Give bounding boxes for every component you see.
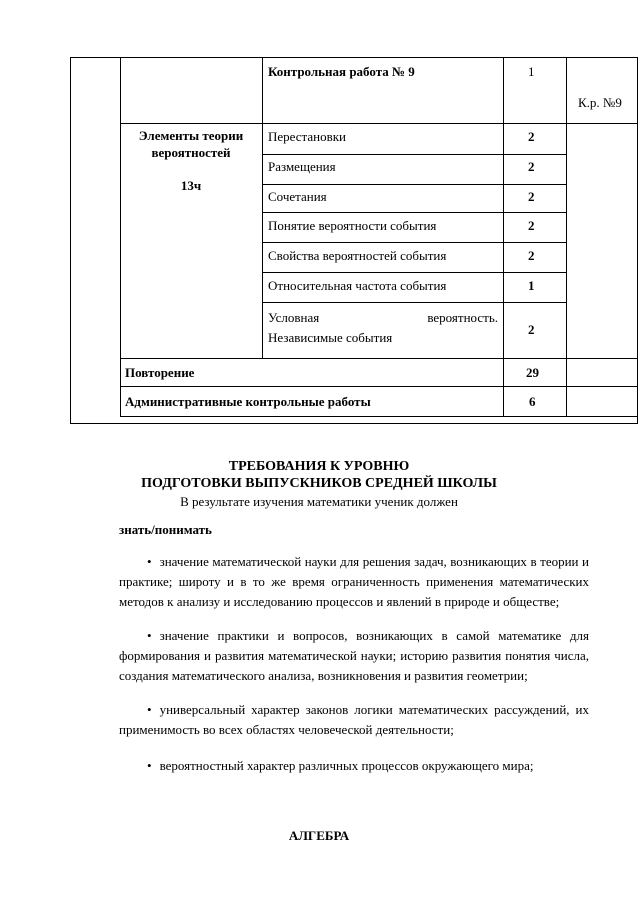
admin-hours: 6 (529, 394, 536, 409)
topic-row: Сочетания (268, 189, 327, 204)
repeat-label: Повторение (125, 365, 195, 380)
section-name-line2: вероятностей (151, 145, 231, 160)
topic-row-line1-a: Условная (268, 310, 320, 325)
topic-row-line2: Независимые события (268, 330, 393, 345)
hours-row: 2 (528, 218, 535, 233)
requirements-title-line1: ТРЕБОВАНИЯ К УРОВНЮ (228, 459, 410, 474)
topic-row: Понятие вероятности события (268, 218, 437, 233)
topic-row-conditional (268, 309, 498, 346)
requirement-item: • значение математической науки для решения задач, возникающих в теории и практике; широту и в то же время ограниченность применения математических методов к анализу и исследованию процессов и явлений в природе и обществе; (119, 552, 589, 612)
hours-row: 2 (528, 129, 535, 144)
requirement-item: • вероятностный характер различных процессов окружающего мира; (119, 756, 589, 776)
hours-row: 2 (528, 189, 535, 204)
know-understand-heading: знать/понимать (119, 522, 212, 537)
topic-row: Свойства вероятностей события (268, 248, 447, 263)
hours-row: 2 (528, 248, 535, 263)
requirement-item: • значение практики и вопросов, возникающих в самой математике для формирования и развития математической науки; историю развития понятия числа, создания математического анализа, возникновения и развития геометрии; (119, 626, 589, 686)
note-control-work-9: К.р. №9 (578, 95, 622, 110)
topic-row: Размещения (268, 159, 336, 174)
section-hours-total: 13ч (180, 178, 202, 193)
requirement-item: • универсальный характер законов логики математических рассуждений, их применимость во всех областях человеческой деятельности; (119, 700, 589, 740)
section-name (121, 127, 261, 194)
repeat-hours: 29 (526, 365, 539, 380)
hours-control-work-9: 1 (528, 64, 535, 79)
topic-control-work-9: Контрольная работа № 9 (268, 64, 415, 79)
requirements-intro: В результате изучения математики ученик должен (180, 494, 458, 509)
hours-row: 2 (528, 159, 535, 174)
requirements-title-line2: ПОДГОТОВКИ ВЫПУСКНИКОВ СРЕДНЕЙ ШКОЛЫ (141, 476, 497, 491)
topic-row-line1-b: вероятность. (427, 310, 498, 325)
section-name-line1: Элементы теории (138, 128, 244, 143)
topic-row: Относительная частота события (268, 278, 447, 293)
section-title-algebra: АЛГЕБРА (288, 828, 350, 843)
topic-row: Перестановки (268, 129, 346, 144)
hours-row: 2 (528, 322, 535, 337)
hours-row: 1 (528, 278, 535, 293)
admin-label: Административные контрольные работы (125, 394, 371, 409)
